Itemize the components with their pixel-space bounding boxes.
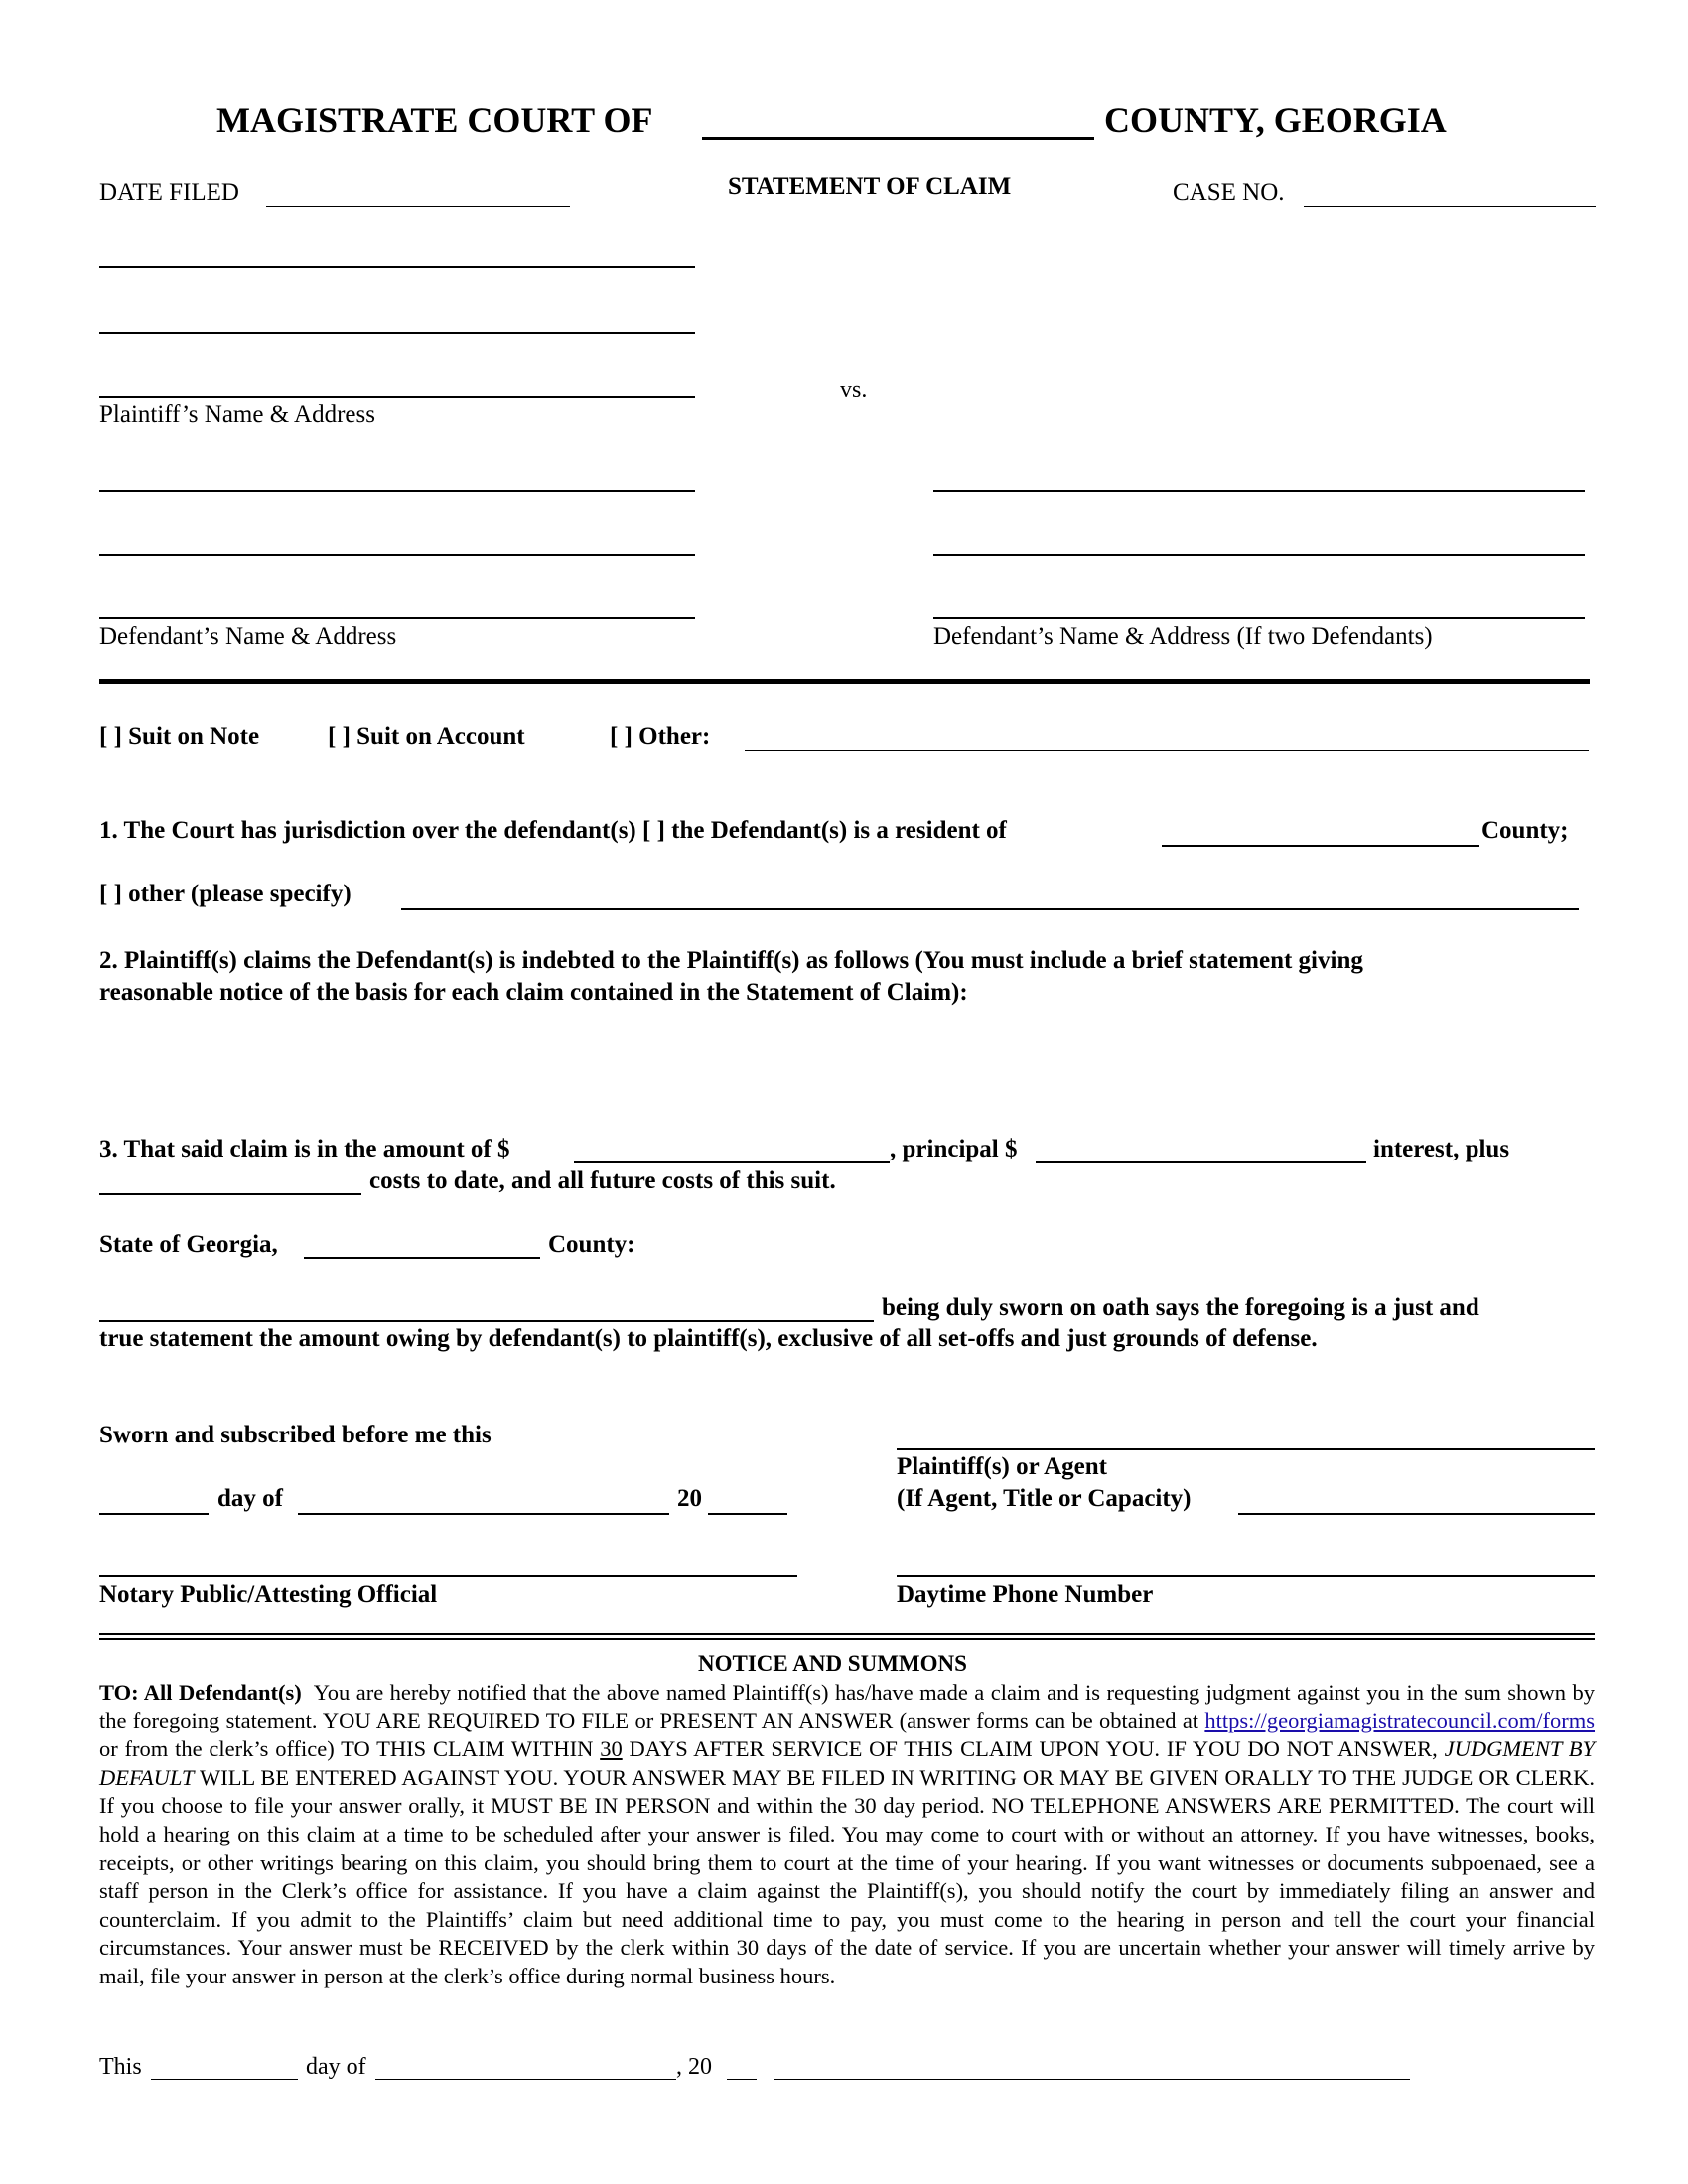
principal-field[interactable] [1036,1161,1366,1163]
court-title-prefix: MAGISTRATE COURT OF [216,100,653,140]
notary-signature-field[interactable] [99,1575,797,1577]
footer-month-field[interactable] [375,2079,676,2080]
date-filed-label: DATE FILED [99,179,239,205]
item3-principal: , principal $ [890,1136,1018,1162]
notice-days: 30 [600,1736,623,1762]
costs-field[interactable] [99,1193,361,1195]
forms-link[interactable]: https://georgiamagistratecouncil.com/forms [1204,1707,1596,1733]
sworn-year-field[interactable] [708,1513,787,1515]
resident-county-field[interactable] [1162,845,1479,847]
sworn-line1: being duly sworn on oath says the foregoing is a just and [882,1295,1479,1321]
sworn-day-field[interactable] [99,1513,209,1515]
notice-body [99,1679,1595,1991]
phone-label: Daytime Phone Number [897,1581,1154,1608]
item3-interest: interest, plus [1373,1136,1510,1162]
agent-title-field[interactable] [1238,1513,1595,1515]
case-no-field[interactable] [1304,206,1596,207]
suit-on-account-checkbox[interactable]: [ ] Suit on Account [328,723,525,750]
form-title: STATEMENT OF CLAIM [728,173,1012,200]
notary-label: Notary Public/Attesting Official [99,1581,438,1608]
defendant-line-3[interactable] [99,617,695,619]
plaintiff-signature-field[interactable] [897,1448,1595,1450]
sworn-before-label: Sworn and subscribed before me this [99,1422,492,1448]
item2-line1: 2. Plaintiff(s) claims the Defendant(s) is indebted to the Plaintiff(s) as follows (You must include a brief statement giving [99,947,1363,974]
agent-title-label: (If Agent, Title or Capacity) [897,1485,1192,1512]
notice-p4: WILL BE ENTERED AGAINST YOU. YOUR ANSWER MAY BE FILED IN WRITING OR MAY BE GIVEN ORALLY TO THE JUDGE OR CLERK. If you choose to file your answer orally, it MUST BE IN PERSON and within the 30 day period. NO TELEPHONE ANSWERS ARE PERMITTED. The court will hold a hearing on this claim at a time to be scheduled after your answer is filed. You may come to court with or without an attorney. If you have witnesses, books, receipts, or other writings bearing on this claim, you should bring them to court at the time of your hearing. If you want witnesses or documents subpoenaed, see a staff person in the Clerk’s office for assistance. If you have a claim against the Plaintiff(s), you should notify the court by immediately filing an answer and counterclaim. If you admit to the Plaintiffs’ claim but need additional time to pay, you must come to the hearing in person and tell the court your financial circumstances. Your answer must be RECEIVED by the clerk within 30 days of the date of service. If you are uncertain whether your answer will timely arrive by mail, file your answer in person at the clerk’s office during normal business hours. [99,1764,1596,1988]
sworn-month-field[interactable] [298,1513,669,1515]
item1-other-checkbox[interactable]: [ ] other (please specify) [99,881,352,907]
oath-county-label: County: [548,1231,635,1258]
item2-line2: reasonable notice of the basis for each claim contained in the Statement of Claim): [99,979,968,1006]
defendant2-label: Defendant’s Name & Address (If two Defendants) [933,623,1433,650]
oath-county-field[interactable] [304,1257,540,1259]
other-field[interactable] [745,750,1589,751]
section-divider [99,679,1590,684]
item3-text: 3. That said claim is in the amount of $ [99,1136,510,1162]
day-of-label: day of [217,1485,283,1512]
plaintiff-line-3[interactable] [99,396,695,398]
footer-this: This [99,2054,142,2080]
item1-other-field[interactable] [401,908,1579,910]
other-checkbox[interactable]: [ ] Other: [610,723,711,750]
item1-text: 1. The Court has jurisdiction over the defendant(s) [ ] the Defendant(s) is a resident of [99,817,1007,844]
defendant-label: Defendant’s Name & Address [99,623,397,650]
defendant-line-2[interactable] [99,554,695,556]
year-prefix: 20 [677,1485,702,1512]
affiant-name-field[interactable] [99,1320,874,1322]
item3-costs: costs to date, and all future costs of this suit. [369,1167,836,1194]
court-title-suffix: COUNTY, GEORGIA [1104,100,1447,140]
plaintiff-line-2[interactable] [99,332,695,334]
date-filed-field[interactable] [266,206,570,207]
footer-day-field[interactable] [151,2079,298,2080]
item1-county: County; [1481,817,1569,844]
amount-field[interactable] [574,1161,890,1163]
sworn-line2: true statement the amount owing by defendant(s) to plaintiff(s), exclusive of all set-offs and just grounds of defense. [99,1325,1318,1352]
notice-to: TO: All Defendant(s) [99,1680,302,1705]
notice-p3: DAYS AFTER SERVICE OF THIS CLAIM UPON YOU. IF YOU DO NOT ANSWER, [629,1736,1438,1762]
suit-on-note-checkbox[interactable]: [ ] Suit on Note [99,723,260,750]
case-no-label: CASE NO. [1173,179,1285,205]
plaintiff-line-1[interactable] [99,266,695,268]
state-label: State of Georgia, [99,1231,278,1258]
footer-signature-field[interactable] [774,2079,1410,2080]
defendant-line-1[interactable] [99,490,695,492]
defendant2-line-2[interactable] [933,554,1585,556]
notice-divider-bottom [99,1638,1595,1640]
vs-label: vs. [840,377,868,403]
defendant2-line-1[interactable] [933,490,1585,492]
plaintiff-label: Plaintiff’s Name & Address [99,401,375,428]
defendant2-line-3[interactable] [933,617,1585,619]
phone-field[interactable] [897,1575,1595,1577]
notice-p1: You are hereby notified that the above named Plaintiff(s) has/have made a claim and is requesting judgment against you in the sum shown by the foregoing statement. YOU ARE REQUIRED TO FILE or PRESENT AN ANSWER (answer forms can be obtained at [99,1680,1595,1733]
notice-divider-top [99,1633,1595,1635]
notice-heading: NOTICE AND SUMMONS [698,1651,967,1676]
footer-year-field[interactable] [727,2079,757,2080]
plaintiff-agent-label: Plaintiff(s) or Agent [897,1453,1108,1480]
notice-p2: or from the clerk’s office) TO THIS CLAIM WITHIN [99,1736,594,1762]
footer-day-of: day of [306,2054,366,2080]
notice-default: JUDGMENT BY DEFAULT [99,1736,1596,1790]
county-name-field[interactable] [702,137,1094,140]
footer-year: , 20 [676,2054,712,2080]
